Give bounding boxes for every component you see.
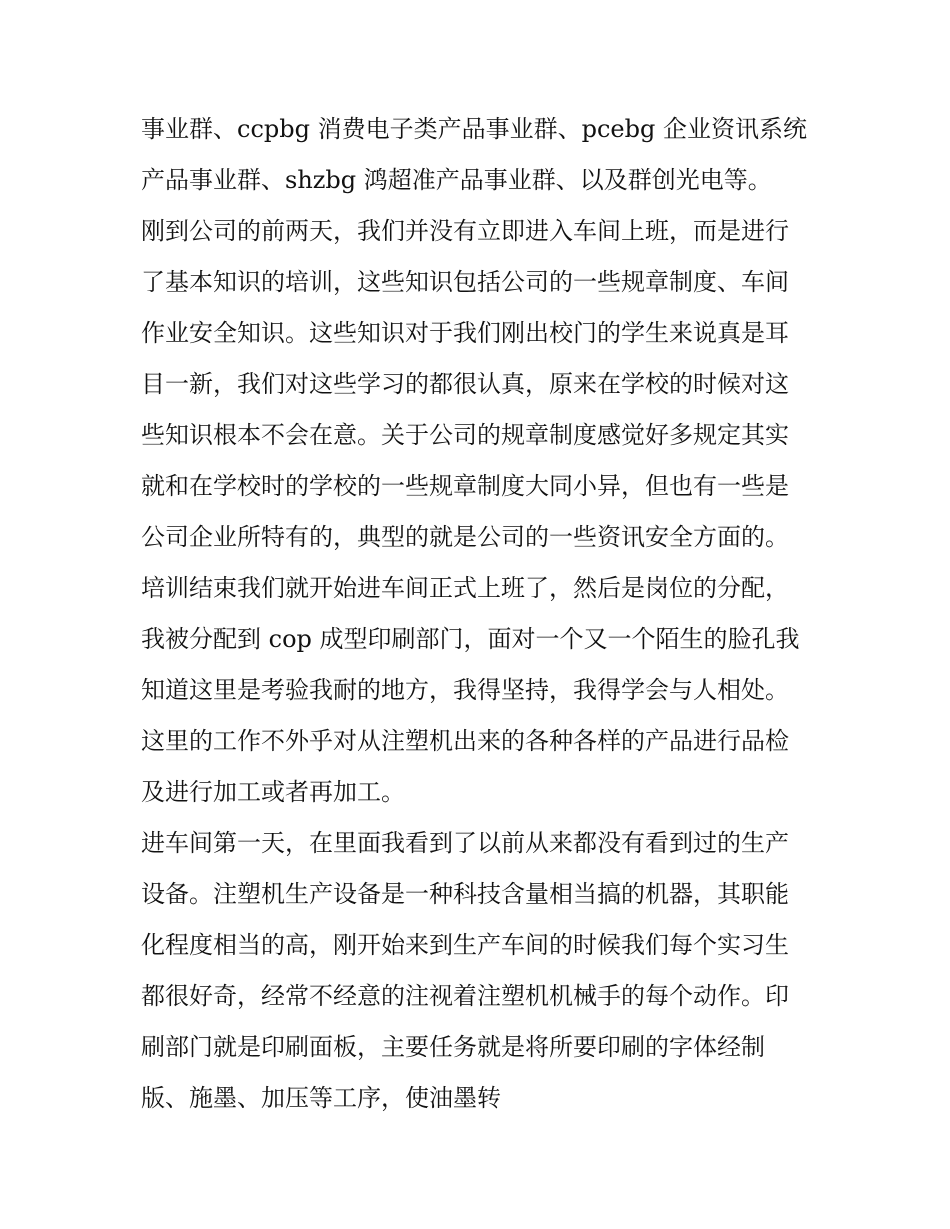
text-line: 了基本知识的培训，这些知识包括公司的一些规章制度、车间 xyxy=(141,268,789,296)
text-line: 设备。注塑机生产设备是一种科技含量相当搞的机器，其职能 xyxy=(141,880,789,908)
text-line: 刚到公司的前两天，我们并没有立即进入车间上班，而是进行 xyxy=(141,217,789,245)
text-line: 作业安全知识。这些知识对于我们刚出校门的学生来说真是耳 xyxy=(141,319,789,347)
text-line: 进车间第一天，在里面我看到了以前从来都没有看到过的生产 xyxy=(141,829,789,857)
text-line: 及进行加工或者再加工。 xyxy=(141,778,405,806)
text-line: 些知识根本不会在意。关于公司的规章制度感觉好多规定其实 xyxy=(141,421,789,449)
text-line: 目一新，我们对这些学习的都很认真，原来在学校的时候对这 xyxy=(141,370,789,398)
text-line: 我被分配到 cop 成型印刷部门，面对一个又一个陌生的脸孔我 xyxy=(141,625,800,653)
text-line: 公司企业所特有的，典型的就是公司的一些资讯安全方面的。 xyxy=(141,523,789,551)
text-line: 就和在学校时的学校的一些规章制度大同小异，但也有一些是 xyxy=(141,472,789,500)
text-line: 这里的工作不外乎对从注塑机出来的各种各样的产品进行品检 xyxy=(141,727,789,755)
text-line: 知道这里是考验我耐的地方，我得坚持，我得学会与人相处。 xyxy=(141,676,789,704)
text-line: 都很好奇，经常不经意的注视着注塑机机械手的每个动作。印 xyxy=(141,982,789,1010)
body-text xyxy=(141,109,821,1129)
text-line: 化程度相当的高，刚开始来到生产车间的时候我们每个实习生 xyxy=(141,931,789,959)
text-line: 版、施墨、加压等工序，使油墨转 xyxy=(141,1084,501,1112)
text-line: 产品事业群、shzbg 鸿超准产品事业群、以及群创光电等。 xyxy=(141,166,772,194)
text-line: 事业群、ccpbg 消费电子类产品事业群、pcebg 企业资讯系统 xyxy=(141,115,807,143)
text-line: 培训结束我们就开始进车间正式上班了，然后是岗位的分配， xyxy=(141,574,789,602)
text-line: 刷部门就是印刷面板，主要任务就是将所要印刷的字体经制 xyxy=(141,1033,765,1061)
